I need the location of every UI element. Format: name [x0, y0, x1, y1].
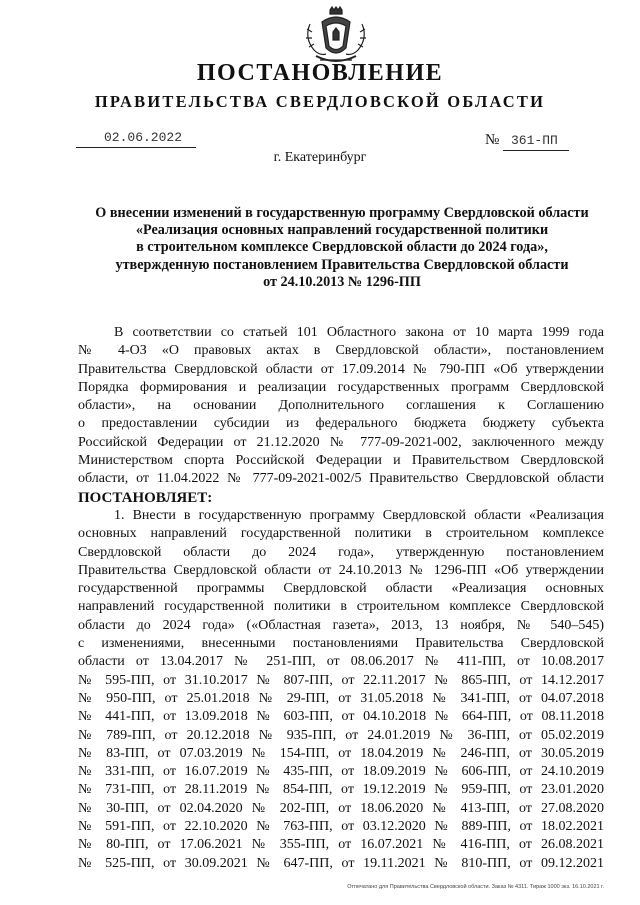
body-line: области», на основании Дополнительного соглашения к Соглашению: [78, 398, 604, 414]
body-line: № 83-ПП, от 07.03.2019 № 154-ПП, от 18.04.2019 № 246-ПП, от 30.05.2019: [78, 745, 604, 761]
date-underline: [76, 147, 196, 148]
print-footer: Отпечатано для Правительства Свердловской области. Заказ № 4311. Тираж 1000 экз. 16.10.2021 г.: [347, 884, 604, 890]
body-line: области до 2024 года» («Областная газета», 2013, 13 ноября, № 540–545): [78, 617, 604, 633]
heading-line: О внесении изменений в государственную программу Свердловской области: [95, 205, 589, 221]
body-line: области от 13.04.2017 № 251-ПП, от 08.06.2017 № 411-ПП, от 10.08.2017: [78, 654, 604, 670]
document-body: [78, 324, 604, 873]
body-line: Правительства Свердловской области от 24.10.2013 № 1296-ПП «Об утверждении: [78, 562, 604, 578]
body-line: основных направлений государственной политики в строительном комплексе: [78, 526, 604, 542]
body-line: № 4-ОЗ «О правовых актах в Свердловской области», постановлением: [78, 343, 604, 359]
body-line: № 80-ПП, от 17.06.2021 № 355-ПП, от 16.07.2021 № 416-ПП, от 26.08.2021: [78, 837, 604, 853]
body-line: № 331-ПП, от 16.07.2019 № 435-ПП, от 18.09.2019 № 606-ПП, от 24.10.2019: [78, 764, 604, 780]
city: г. Екатеринбург: [273, 150, 367, 165]
heading-line: «Реализация основных направлений государственной политики: [135, 222, 549, 239]
heading-line: в строительном комплексе Свердловской области до 2024 года»,: [136, 239, 548, 256]
body-line: государственной программы Свердловской области «Реализация основных: [78, 581, 604, 597]
body-line: Российской Федерации от 21.12.2020 № 777-09-2021-002, заключенного между: [78, 434, 604, 450]
body-line: Свердловской области до 2024 года», утвержденную постановлением: [78, 544, 604, 560]
heading-line: утвержденную постановлением Правительства Свердловской области: [115, 256, 569, 273]
body-line: № 591-ПП, от 22.10.2020 № 763-ПП, от 03.12.2020 № 889-ПП, от 18.02.2021: [78, 819, 604, 835]
body-line: В соответствии со статьей 101 Областного закона от 10 марта 1999 года: [114, 325, 604, 340]
body-line: № 30-ПП, от 02.04.2020 № 202-ПП, от 18.06.2020 № 413-ПП, от 27.08.2020: [78, 800, 604, 816]
body-line: № 731-ПП, от 28.11.2019 № 854-ПП, от 19.12.2019 № 959-ПП, от 23.01.2020: [78, 782, 604, 798]
body-line: № 950-ПП, от 25.01.2018 № 29-ПП, от 31.05.2018 № 341-ПП, от 04.07.2018: [78, 690, 604, 706]
document-subtitle: ПРАВИТЕЛЬСТВА СВЕРДЛОВСКОЙ ОБЛАСТИ: [94, 92, 546, 111]
document-title: ПОСТАНОВЛЕНИЕ: [196, 60, 444, 86]
body-line: Порядка формирования и реализации государственных программ Свердловской: [78, 379, 604, 395]
body-line: области, от 11.04.2022 № 777-09-2021-002/5 Правительство Свердловской области: [78, 471, 604, 487]
coat-of-arms-icon: [300, 6, 372, 66]
body-line: № 525-ПП, от 30.09.2021 № 647-ПП, от 19.11.2021 № 810-ПП, от 09.12.2021: [78, 855, 604, 871]
heading-line: от 24.10.2013 № 1296-ПП: [263, 273, 421, 290]
body-line: Министерством спорта Российской Федерации и Правительством Свердловской: [78, 453, 604, 469]
document-heading: [40, 205, 640, 291]
document-date: 02.06.2022: [104, 130, 183, 145]
body-line: № 789-ПП, от 20.12.2018 № 935-ПП, от 24.01.2019 № 36-ПП, от 05.02.2019: [78, 727, 604, 743]
body-line: № 595-ПП, от 31.10.2017 № 807-ПП, от 22.11.2017 № 865-ПП, от 14.12.2017: [78, 672, 604, 688]
resolve-keyword: ПОСТАНОВЛЯЕТ:: [78, 489, 213, 506]
body-line: направлений государственной политики в строительном комплексе Свердловской: [78, 599, 604, 615]
body-line: 1. Внести в государственную программу Свердловской области «Реализация: [114, 507, 604, 523]
body-line: № 441-ПП, от 13.09.2018 № 603-ПП, от 04.10.2018 № 664-ПП, от 08.11.2018: [78, 709, 604, 725]
body-line: Правительства Свердловской области от 17.09.2014 № 790-ПП «Об утверждении: [78, 361, 604, 377]
number-sign: №: [485, 132, 500, 148]
document-number: 361-ПП: [511, 133, 558, 148]
body-line: о предоставлении субсидии из федерального бюджета бюджету субъекта: [78, 416, 604, 432]
body-line: с изменениями, внесенными постановлениями Правительства Свердловской: [78, 636, 604, 652]
